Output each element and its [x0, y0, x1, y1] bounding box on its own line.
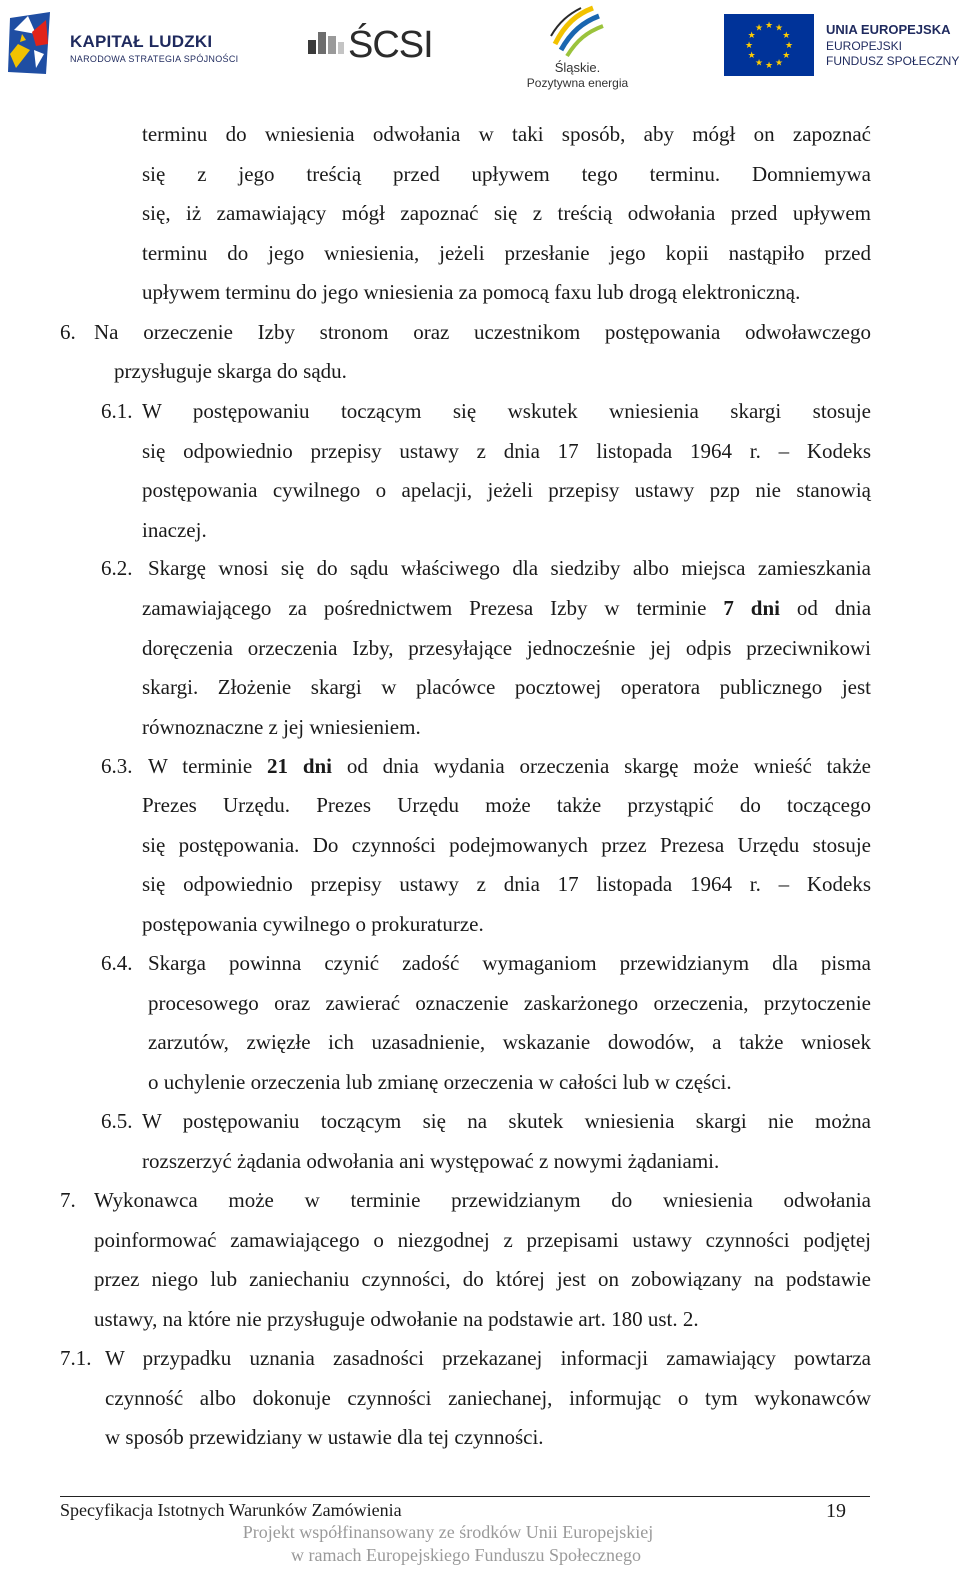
- kapital-ludzki-logo: [6, 10, 246, 80]
- item-6-3-text: [142, 786, 871, 944]
- item-6-2-text: [142, 589, 871, 747]
- eu-line-1: UNIA EUROPEJSKA: [826, 22, 951, 37]
- eu-star-icon: ★: [747, 30, 756, 40]
- item-6-5-text: [142, 1102, 871, 1181]
- eu-star-icon: ★: [754, 57, 764, 68]
- text-line: w sposób przewidziany w ustawie dla tej czynności.: [105, 1425, 544, 1450]
- eu-star-icon: ★: [747, 50, 756, 60]
- text-run: W terminie: [148, 754, 268, 778]
- item-6-text: [94, 313, 871, 353]
- item-7-text: [94, 1181, 871, 1339]
- eu-star-icon: ★: [782, 50, 791, 60]
- eu-logo: [724, 14, 960, 76]
- text-line: Na orzeczenie Izby stronom oraz uczestnikom postępowania odwoławczego: [94, 320, 871, 344]
- kapital-ludzki-title: KAPITAŁ LUDZKI: [70, 32, 213, 51]
- text-run: zamawiającego za pośrednictwem Prezesa Izby w terminie: [142, 596, 724, 620]
- text-line: terminu do jego wniesienia, jeżeli przesłanie jego kopii nastąpiło przed: [142, 240, 871, 265]
- footer-divider: [60, 1496, 870, 1497]
- item-number: 6.2.: [101, 556, 133, 580]
- slaskie-logo: [515, 4, 640, 94]
- eu-star-icon: ★: [744, 40, 754, 50]
- item-number: 6.1.: [101, 399, 133, 423]
- page-number: 19: [826, 1500, 846, 1522]
- text-line: [142, 589, 871, 629]
- text-line: się, iż zamawiający mógł zapoznać się z treścią odwołania przed upływem: [142, 201, 871, 226]
- slaskie-waves-icon: [547, 4, 607, 58]
- text-line: się odpowiednio przepisy ustawy z dnia 17 listopada 1964 r. – Kodeks: [142, 872, 871, 897]
- item-number: 7.: [60, 1188, 76, 1212]
- item-number: 6.: [60, 320, 76, 344]
- eu-star-icon: ★: [764, 20, 774, 30]
- deadline-emphasis: 7 dni: [723, 596, 781, 620]
- text-line: postępowania cywilnego o apelacji, jeżeli przepisy ustawy pzp nie stanowią: [142, 478, 871, 503]
- eu-star-icon: ★: [754, 22, 764, 33]
- eu-star-icon: ★: [784, 40, 794, 50]
- continuation-paragraph: [142, 115, 871, 313]
- text-line: rozszerzyć żądania odwołania ani występować z nowymi żądaniami.: [142, 1148, 720, 1173]
- item-7-1-text: [105, 1339, 871, 1458]
- kapital-ludzki-emblem: [6, 10, 54, 80]
- item-6-text-cont: [114, 352, 871, 392]
- text-line: Skarga powinna czynić zadość wymaganiom przewidzianym dla pisma: [148, 951, 871, 975]
- item-number: 6.4.: [101, 951, 133, 975]
- text-line: przez niego lub zaniechaniu czynności, do której jest on zobowiązany na podstawie: [94, 1267, 871, 1292]
- text-line: poinformować zamawiającego o niezgodnej z przepisami ustawy czynności podjętej: [94, 1227, 871, 1252]
- eu-star-icon: ★: [774, 22, 784, 33]
- kapital-ludzki-subtitle: NARODOWA STRATEGIA SPÓJNOŚCI: [70, 54, 239, 64]
- text-line: Wykonawca może w terminie przewidzianym do wniesienia odwołania: [94, 1188, 871, 1212]
- item-6-2-text-first: [148, 549, 871, 589]
- text-line: się odpowiednio przepisy ustawy z dnia 17 listopada 1964 r. – Kodeks: [142, 438, 871, 463]
- text-line: W przypadku uznania zasadności przekazanej informacji zamawiający powtarza: [105, 1346, 871, 1370]
- eu-line-3: FUNDUSZ SPOŁECZNY: [826, 54, 960, 68]
- text-line: postępowania cywilnego o prokuraturze.: [142, 911, 484, 936]
- item-number: 6.3.: [101, 754, 133, 778]
- item-number: 7.1.: [60, 1346, 92, 1370]
- slaskie-tagline: Pozytywna energia: [526, 76, 629, 90]
- deadline-emphasis: 21 dni: [267, 754, 333, 778]
- footer-fund-note: w ramach Europejskiego Funduszu Społecznego: [291, 1545, 641, 1565]
- text-line: Prezes Urzędu. Prezes Urzędu może także przystąpić do toczącego: [142, 793, 871, 817]
- eu-star-icon: ★: [764, 60, 774, 70]
- text-line: ustawy, na które nie przysługuje odwołanie na podstawie art. 180 ust. 2.: [94, 1306, 699, 1331]
- text-line: równoznaczne z jej wniesieniem.: [142, 714, 421, 739]
- text-line: W postępowaniu toczącym się na skutek wniesienia skargi nie można: [142, 1109, 871, 1133]
- text-line: Skargę wnosi się do sądu właściwego dla siedziby albo miejsca zamieszkania: [148, 556, 871, 580]
- text-line: W postępowaniu toczącym się wskutek wniesienia skargi stosuje: [142, 399, 871, 423]
- scsi-logo: [306, 22, 441, 68]
- text-line: doręczenia orzeczenia Izby, przesyłające jednocześnie jej odpis przeciwnikowi: [142, 635, 871, 660]
- text-line: upływem terminu do jego wniesienia za pomocą faxu lub drogą elektroniczną.: [142, 280, 801, 305]
- text-line: o uchylenie orzeczenia lub zmianę orzeczenia w całości lub w części.: [148, 1069, 732, 1094]
- eu-star-icon: ★: [782, 30, 791, 40]
- eu-star-icon: ★: [774, 57, 784, 68]
- footer-title: Specyfikacja Istotnych Warunków Zamówienia: [60, 1500, 402, 1520]
- scsi-cubes-icon: [306, 22, 346, 68]
- eu-line-2: EUROPEJSKI: [826, 39, 903, 53]
- text-line: zarzutów, zwięzłe ich uzasadnienie, wskazanie dowodów, a także wniosek: [148, 1030, 871, 1055]
- text-line: inaczej.: [142, 517, 207, 542]
- item-number: 6.5.: [101, 1109, 133, 1133]
- eu-flag-icon: [724, 14, 814, 76]
- scsi-wordmark: ŚCSI: [348, 24, 433, 66]
- text-line: skargi. Złożenie skargi w placówce pocztowej operatora publicznego jest: [142, 675, 871, 700]
- item-6-1-text: [142, 392, 871, 550]
- text-line: się postępowania. Do czynności podejmowanych przez Prezesa Urzędu stosuje: [142, 832, 871, 857]
- text-line: terminu do wniesienia odwołania w taki sposób, aby mógł on zapoznać: [142, 122, 871, 146]
- page-header: [0, 0, 960, 100]
- item-6-3-text-first: [148, 747, 871, 787]
- text-run: od dnia: [780, 596, 872, 620]
- text-run: od dnia wydania orzeczenia skargę może wnieść także: [332, 754, 871, 778]
- text-line: procesowego oraz zawierać oznaczenie zaskarżonego orzeczenia, przytoczenie: [148, 990, 871, 1015]
- text-line: przysługuje skarga do sądu.: [114, 359, 347, 383]
- text-line: się z jego treścią przed upływem tego terminu. Domniemywa: [142, 161, 871, 186]
- text-line: czynność albo dokonuje czynności zaniechanej, informując o tym wykonawców: [105, 1385, 871, 1410]
- text-line: [148, 747, 871, 787]
- item-6-4-text: [148, 944, 871, 1102]
- slaskie-name: Śląskie.: [554, 60, 601, 75]
- footer-cofinancing-note: Projekt współfinansowany ze środków Unii Europejskiej: [242, 1522, 654, 1542]
